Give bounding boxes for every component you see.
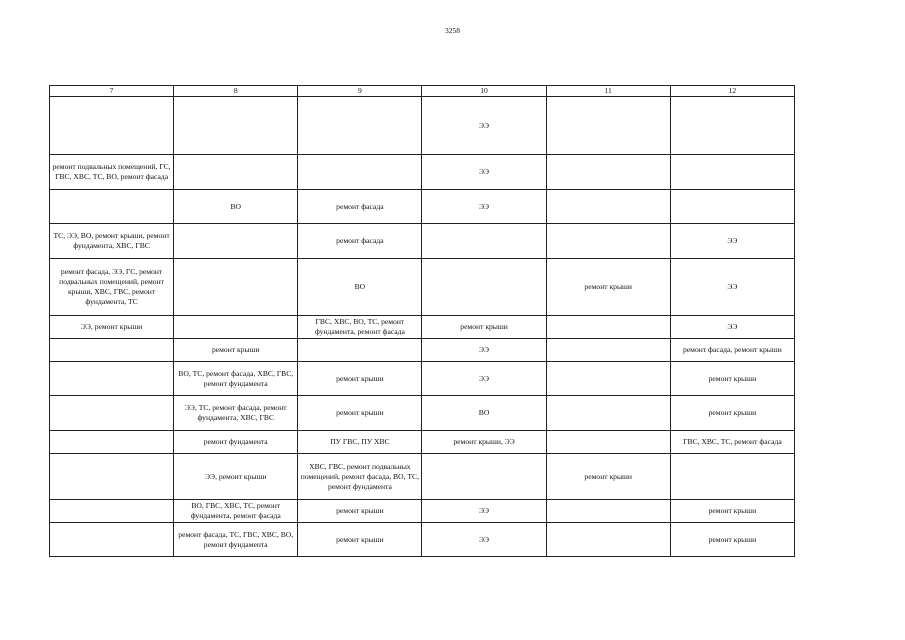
table-cell [174,224,298,259]
table-row [50,396,795,431]
table-cell: ремонт крыши [422,316,546,339]
table-cell: ремонт крыши [546,454,670,500]
table-cell: ТС, ЭЭ, ВО, ремонт крыши, ремонт фундамента, ХВС, ГВС [50,224,174,259]
table-cell: ремонт крыши [670,500,794,523]
column-header: 9 [298,86,422,97]
table-cell: ремонт крыши [298,500,422,523]
table-cell [422,454,546,500]
table-cell: ремонт фундамента [174,431,298,454]
table-cell: ремонт фасада, ремонт крыши [670,339,794,362]
table-cell: ЭЭ, ремонт крыши [174,454,298,500]
table-cell [298,155,422,190]
table-row [50,454,795,500]
table-cell [50,500,174,523]
table-row [50,259,795,316]
table-cell [546,316,670,339]
column-header: 10 [422,86,546,97]
table-cell [50,396,174,431]
table-cell [50,190,174,224]
table-cell: ЭЭ [422,190,546,224]
table-cell: ВО, ТС, ремонт фасада, ХВС, ГВС, ремонт фундамента [174,362,298,396]
table-cell: ЭЭ [422,155,546,190]
table-cell [422,224,546,259]
table-cell [50,97,174,155]
table-cell [50,523,174,557]
table-cell [174,97,298,155]
table-cell: ремонт подвальных помещений, ГС, ГВС, ХВС, ТС, ВО, ремонт фасада [50,155,174,190]
table-cell [50,431,174,454]
table-row [50,190,795,224]
table-cell: ремонт крыши [298,523,422,557]
table-cell [298,339,422,362]
table-row [50,362,795,396]
table-cell: ремонт фасада, ТС, ГВС, ХВС, ВО, ремонт фундамента [174,523,298,557]
table-cell: ремонт крыши, ЭЭ [422,431,546,454]
table-cell [546,339,670,362]
page-number: 3258 [445,26,460,35]
table-cell: ВО [298,259,422,316]
table-cell: ремонт крыши [670,362,794,396]
table-cell: ЭЭ, ремонт крыши [50,316,174,339]
table-row [50,523,795,557]
table-row [50,339,795,362]
table-cell: ГВС, ХВС, ВО, ТС, ремонт фундамента, ремонт фасада [298,316,422,339]
table-cell: ремонт крыши [546,259,670,316]
header-row [50,86,795,97]
table-cell [546,190,670,224]
table-cell: ремонт фасада [298,224,422,259]
table-row [50,431,795,454]
table-cell: ремонт крыши [298,362,422,396]
table-cell [546,396,670,431]
table-cell [670,190,794,224]
table-row [50,155,795,190]
data-table [49,85,795,557]
table-cell: ремонт фасада, ЭЭ, ГС, ремонт подвальных помещений, ремонт крыши, ХВС, ГВС, ремонт фундамента, ТС [50,259,174,316]
table-cell [546,155,670,190]
table-cell [546,97,670,155]
table-cell: ЭЭ [422,500,546,523]
column-header: 7 [50,86,174,97]
table-cell: ГВС, ХВС, ТС, ремонт фасада [670,431,794,454]
table-cell: ЭЭ [422,523,546,557]
table-cell [546,362,670,396]
table-cell [298,97,422,155]
column-header: 8 [174,86,298,97]
table-cell: ПУ ГВС, ПУ ХВС [298,431,422,454]
column-header: 12 [670,86,794,97]
table-cell [546,431,670,454]
table-cell [670,97,794,155]
table-cell [50,362,174,396]
table-cell: ВО [174,190,298,224]
table-cell: ЭЭ [670,316,794,339]
table-cell: ЭЭ, ТС, ремонт фасада, ремонт фундамента, ХВС, ГВС [174,396,298,431]
table-cell: ВО [422,396,546,431]
table-cell: ЭЭ [422,97,546,155]
table-cell: ЭЭ [422,339,546,362]
table-cell [546,224,670,259]
table-cell [50,454,174,500]
table-cell: ЭЭ [422,362,546,396]
table-cell: ЭЭ [670,224,794,259]
table-cell [422,259,546,316]
table-row [50,500,795,523]
table-cell [50,339,174,362]
table-cell: ЭЭ [670,259,794,316]
table-cell: ремонт крыши [298,396,422,431]
table-cell [670,155,794,190]
table-cell [670,454,794,500]
table-cell: ХВС, ГВС, ремонт подвальных помещений, ремонт фасада, ВО, ТС, ремонт фундамента [298,454,422,500]
table-cell: ремонт крыши [670,396,794,431]
table-cell [174,316,298,339]
table-cell [546,500,670,523]
table-row [50,224,795,259]
table-row [50,316,795,339]
table-cell: ремонт фасада [298,190,422,224]
table-cell: ремонт крыши [174,339,298,362]
table-cell: ВО, ГВС, ХВС, ТС, ремонт фундамента, ремонт фасада [174,500,298,523]
table-cell [546,523,670,557]
table-cell: ремонт крыши [670,523,794,557]
table-cell [174,155,298,190]
table-row [50,97,795,155]
column-header: 11 [546,86,670,97]
table-cell [174,259,298,316]
